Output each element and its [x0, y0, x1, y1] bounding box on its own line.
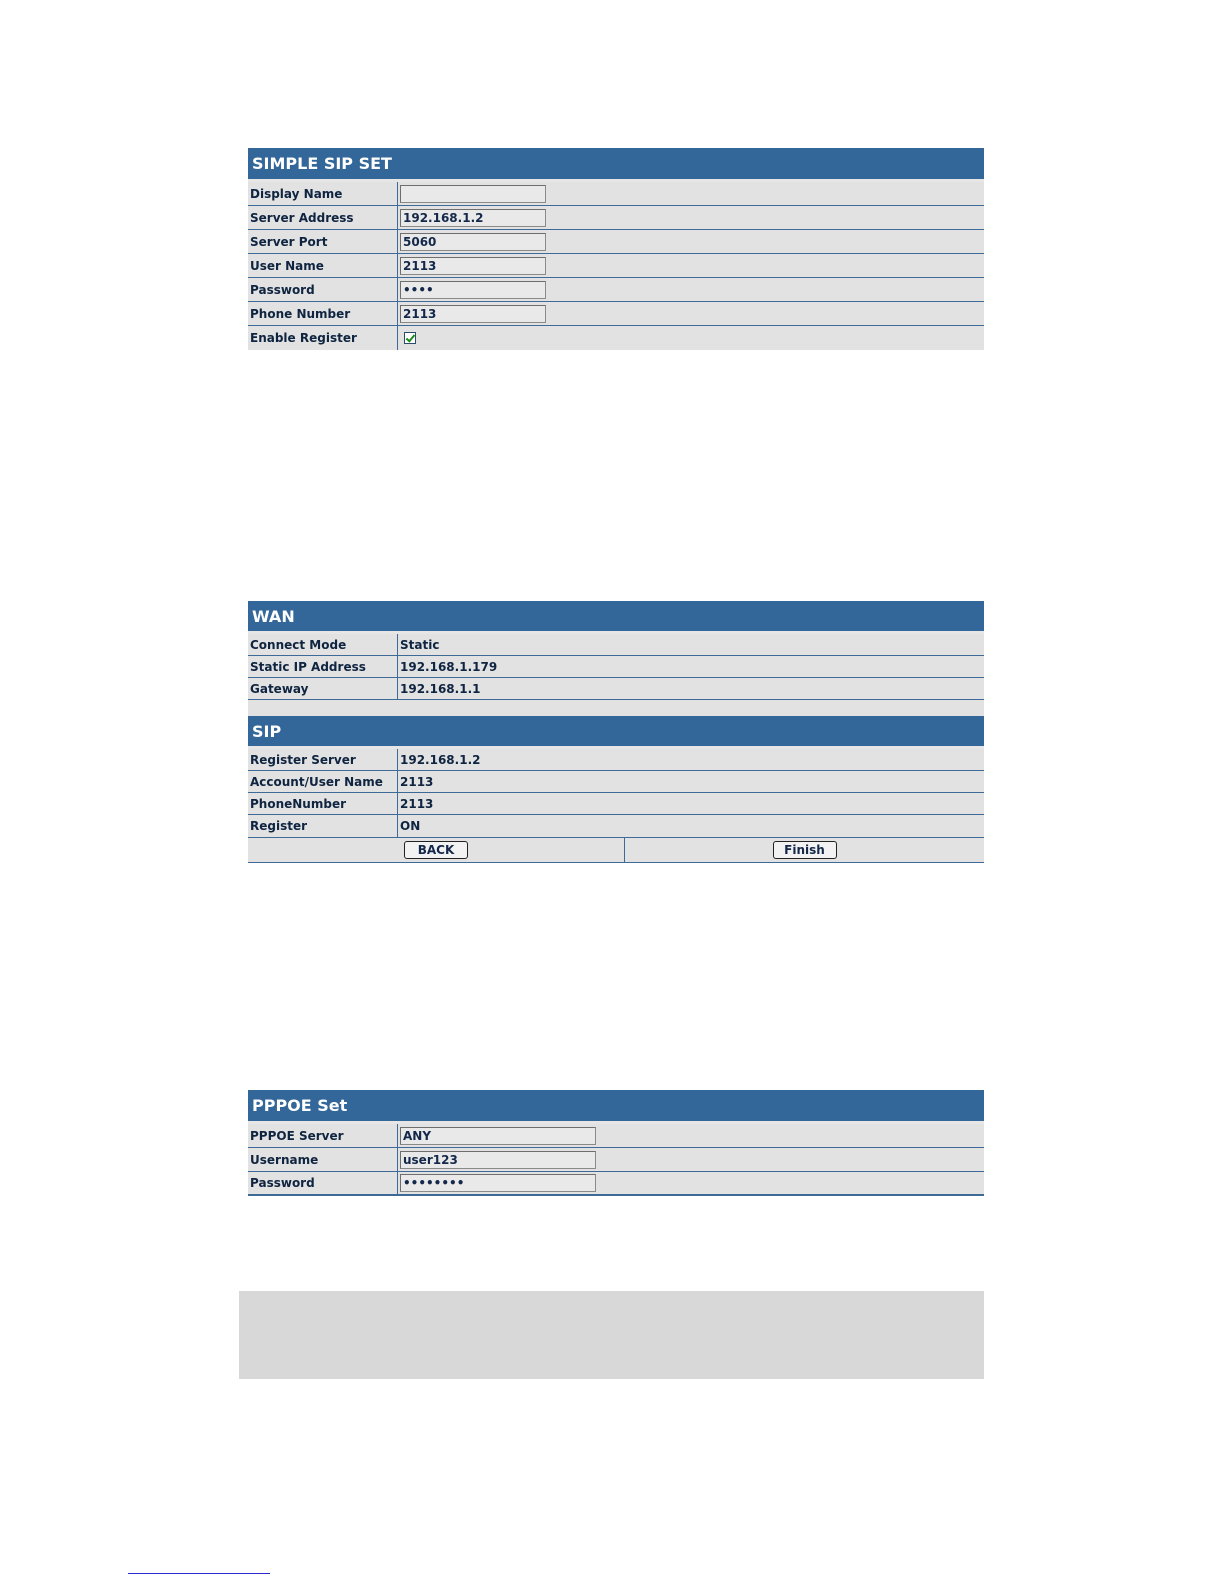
- section-spacer: [248, 700, 984, 716]
- pppoe-title: PPPOE Set: [252, 1096, 348, 1115]
- field-label: Static IP Address: [248, 656, 398, 677]
- sip-title: SIP: [252, 721, 282, 741]
- display-name-row: [248, 182, 984, 206]
- password-input[interactable]: ••••: [400, 281, 546, 299]
- server-address-row: [248, 206, 984, 230]
- field-label: Register: [248, 815, 398, 837]
- field-label: Password: [248, 278, 398, 301]
- pppoe-username-row: [248, 1148, 984, 1172]
- pppoe-set-panel: [248, 1090, 984, 1196]
- field-label: PhoneNumber: [248, 793, 398, 814]
- server-port-row: [248, 230, 984, 254]
- connect-mode-row: [248, 634, 984, 656]
- pppoe-server-row: [248, 1124, 984, 1148]
- register-value: ON: [400, 819, 421, 833]
- pppoe-server-input[interactable]: ANY: [400, 1127, 596, 1145]
- gray-note-box: [239, 1291, 984, 1379]
- server-address-input[interactable]: 192.168.1.2: [400, 209, 546, 227]
- pppoe-password-input[interactable]: ••••••••: [400, 1174, 596, 1192]
- field-label: Server Port: [248, 230, 398, 253]
- simple-sip-set-header: [248, 148, 984, 182]
- static-ip-row: [248, 656, 984, 678]
- field-label: Phone Number: [248, 302, 398, 325]
- password-row: [248, 278, 984, 302]
- summary-panel: [248, 601, 984, 863]
- field-label: Gateway: [248, 678, 398, 699]
- phone-number-row: [248, 793, 984, 815]
- sip-header: [248, 716, 984, 749]
- enable-register-row: [248, 326, 984, 350]
- pppoe-header: [248, 1090, 984, 1124]
- wan-title: WAN: [252, 606, 295, 626]
- footnote-rule: [128, 1573, 270, 1574]
- server-port-input[interactable]: 5060: [400, 233, 546, 251]
- simple-sip-set-panel: [248, 148, 984, 350]
- field-label: Register Server: [248, 749, 398, 770]
- phone-number-row: [248, 302, 984, 326]
- panel-title: SIMPLE SIP SET: [252, 154, 392, 173]
- phone-number-value: 2113: [400, 796, 434, 811]
- phone-number-input[interactable]: 2113: [400, 305, 546, 323]
- finish-cell: [625, 838, 984, 862]
- field-label: User Name: [248, 254, 398, 277]
- account-value: 2113: [400, 774, 434, 789]
- gateway-value: 192.168.1.1: [400, 681, 481, 696]
- pppoe-password-row: [248, 1172, 984, 1196]
- finish-button[interactable]: Finish: [773, 841, 837, 859]
- field-label: Account/User Name: [248, 771, 398, 792]
- field-label: Display Name: [248, 182, 398, 205]
- user-name-input[interactable]: 2113: [400, 257, 546, 275]
- gateway-row: [248, 678, 984, 700]
- register-server-row: [248, 749, 984, 771]
- field-label: Server Address: [248, 206, 398, 229]
- register-server-value: 192.168.1.2: [400, 752, 481, 767]
- user-name-row: [248, 254, 984, 278]
- field-label: Password: [248, 1172, 398, 1194]
- connect-mode-value: Static: [400, 637, 440, 652]
- button-row: [248, 837, 984, 863]
- field-label: Username: [248, 1148, 398, 1171]
- field-label: Connect Mode: [248, 634, 398, 655]
- account-row: [248, 771, 984, 793]
- static-ip-value: 192.168.1.179: [400, 659, 498, 674]
- register-row: [248, 815, 984, 837]
- back-button[interactable]: BACK: [404, 841, 468, 859]
- field-label: PPPOE Server: [248, 1124, 398, 1147]
- field-label: Enable Register: [248, 326, 398, 350]
- enable-register-checkbox[interactable]: [404, 332, 416, 344]
- back-cell: [248, 838, 625, 862]
- wan-header: [248, 601, 984, 634]
- pppoe-username-input[interactable]: user123: [400, 1151, 596, 1169]
- display-name-input[interactable]: [400, 185, 546, 203]
